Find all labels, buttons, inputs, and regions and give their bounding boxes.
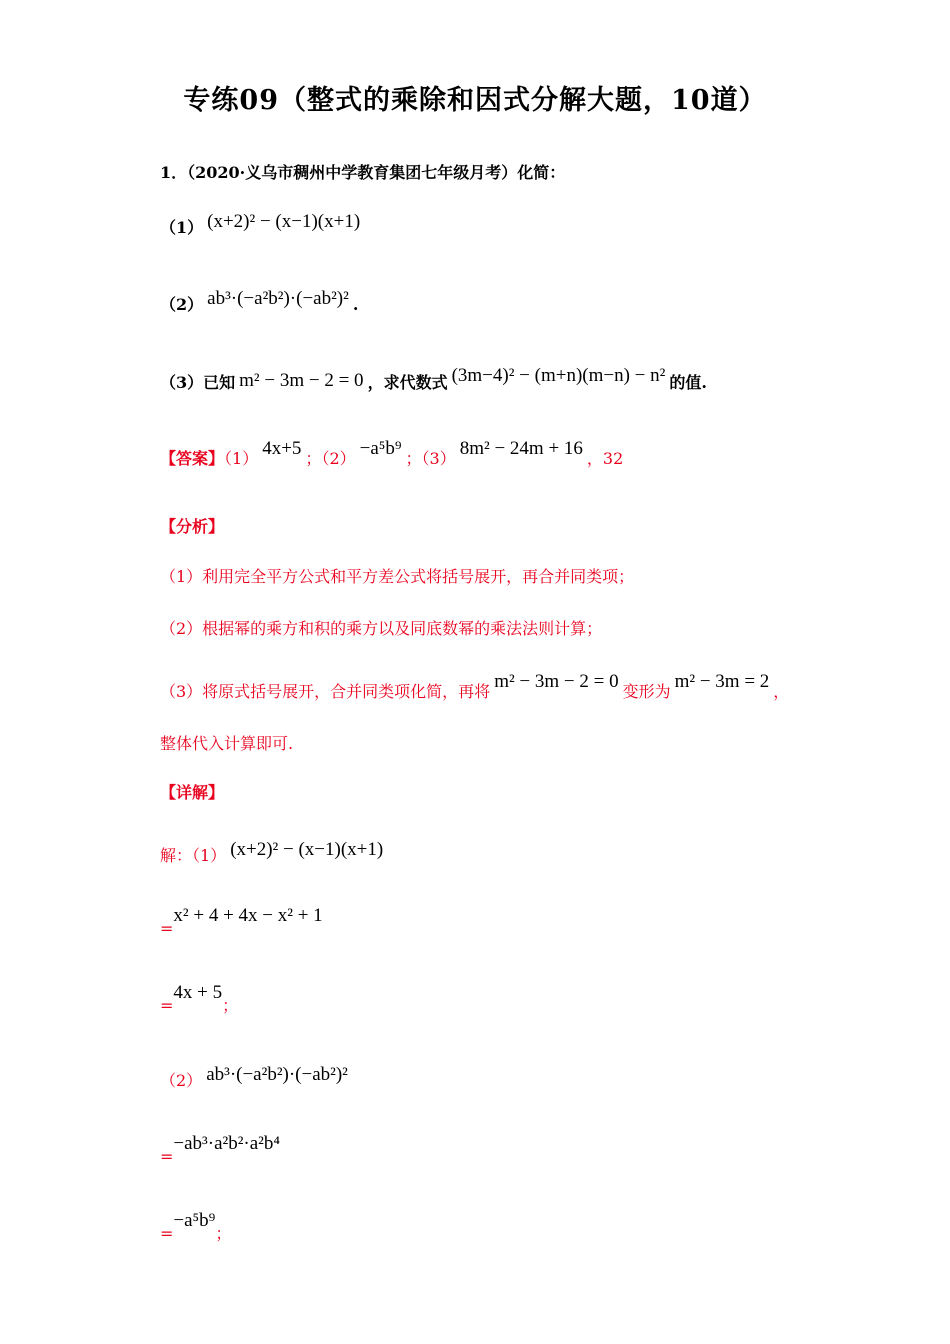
solution-step-1 — [160, 905, 323, 938]
question-part-3 — [160, 365, 707, 394]
math-condition: m² − 3m − 2 = 0 — [494, 671, 619, 692]
answer-tag: 【答案】 — [160, 449, 225, 468]
question-source: （2020·义乌市稠州中学教育集团七年级月考）化简： — [187, 163, 566, 182]
analysis-item-3-cont: 整体代入计算即可. — [160, 734, 294, 753]
question-part-2 — [160, 288, 359, 316]
equals-sign: = — [160, 1147, 174, 1166]
math-condition: m² − 3m − 2 = 0 — [239, 370, 364, 391]
solution-step-2 — [160, 982, 239, 1015]
text: 的值. — [669, 373, 707, 392]
math-transformed: m² − 3m = 2 — [674, 671, 770, 692]
answer-3: 8m² − 24m + 16 — [459, 438, 583, 459]
solution-step-3 — [160, 1133, 280, 1166]
analysis-item-2: （2）根据幂的乘方和积的乘方以及同底数幂的乘法法则计算； — [160, 619, 603, 638]
math-expression: (x+2)² − (x−1)(x+1) — [207, 211, 361, 232]
answer-label-3: （3） — [421, 449, 456, 468]
equals-sign: = — [160, 1224, 174, 1243]
separator: ； — [305, 449, 322, 468]
math-expression: ab³·(−a²b²)·(−ab²)² — [206, 1064, 348, 1085]
separator: ； — [405, 449, 422, 468]
period: . — [352, 295, 359, 314]
answer-final: ，32 — [586, 449, 624, 468]
text: 已知 — [203, 373, 236, 392]
analysis-tag: 【分析】 — [160, 517, 225, 536]
part-label: （2） — [160, 295, 204, 314]
analysis-item-3 — [160, 671, 790, 703]
part-label: （3） — [160, 373, 204, 392]
math-expression: (3m−4)² − (m+n)(m−n) − n² — [451, 365, 666, 386]
question-part-1 — [160, 211, 364, 239]
answer-line — [160, 438, 624, 470]
part-label: （2） — [160, 1071, 203, 1090]
question-1-header — [160, 160, 565, 183]
text: 解：（1） — [160, 846, 227, 865]
text: ，求代数式 — [367, 373, 448, 392]
equals-sign: = — [160, 919, 174, 938]
solution-1-intro — [160, 839, 387, 867]
answer-label-1: （1） — [224, 449, 259, 468]
page-title: 专练09（整式的乘除和因式分解大题，10道） — [183, 85, 767, 116]
separator: ； — [222, 996, 239, 1015]
question-number: 1． — [160, 163, 188, 182]
text: 变形为 — [622, 682, 671, 701]
answer-2: −a⁵b⁹ — [359, 438, 402, 459]
math-step: 4x + 5 — [173, 982, 223, 1003]
solution-2-intro — [160, 1064, 352, 1092]
math-expression: (x+2)² − (x−1)(x+1) — [230, 839, 384, 860]
answer-1: 4x+5 — [262, 438, 302, 459]
math-step: −a⁵b⁹ — [173, 1210, 216, 1231]
answer-label-2: （2） — [321, 449, 356, 468]
separator: ； — [215, 1224, 232, 1243]
solution-step-4 — [160, 1210, 232, 1243]
equals-sign: = — [160, 996, 174, 1015]
detail-tag: 【详解】 — [160, 783, 225, 802]
math-step: −ab³·a²b²·a²b⁴ — [173, 1133, 280, 1154]
text: ， — [773, 682, 790, 701]
part-label: （1） — [160, 218, 204, 237]
math-expression: ab³·(−a²b²)·(−ab²)² — [207, 288, 349, 309]
math-step: x² + 4 + 4x − x² + 1 — [173, 905, 323, 926]
analysis-item-1: （1）利用完全平方公式和平方差公式将括号展开，再合并同类项； — [160, 567, 635, 586]
text: （3）将原式括号展开，合并同类项化简，再将 — [160, 682, 491, 701]
